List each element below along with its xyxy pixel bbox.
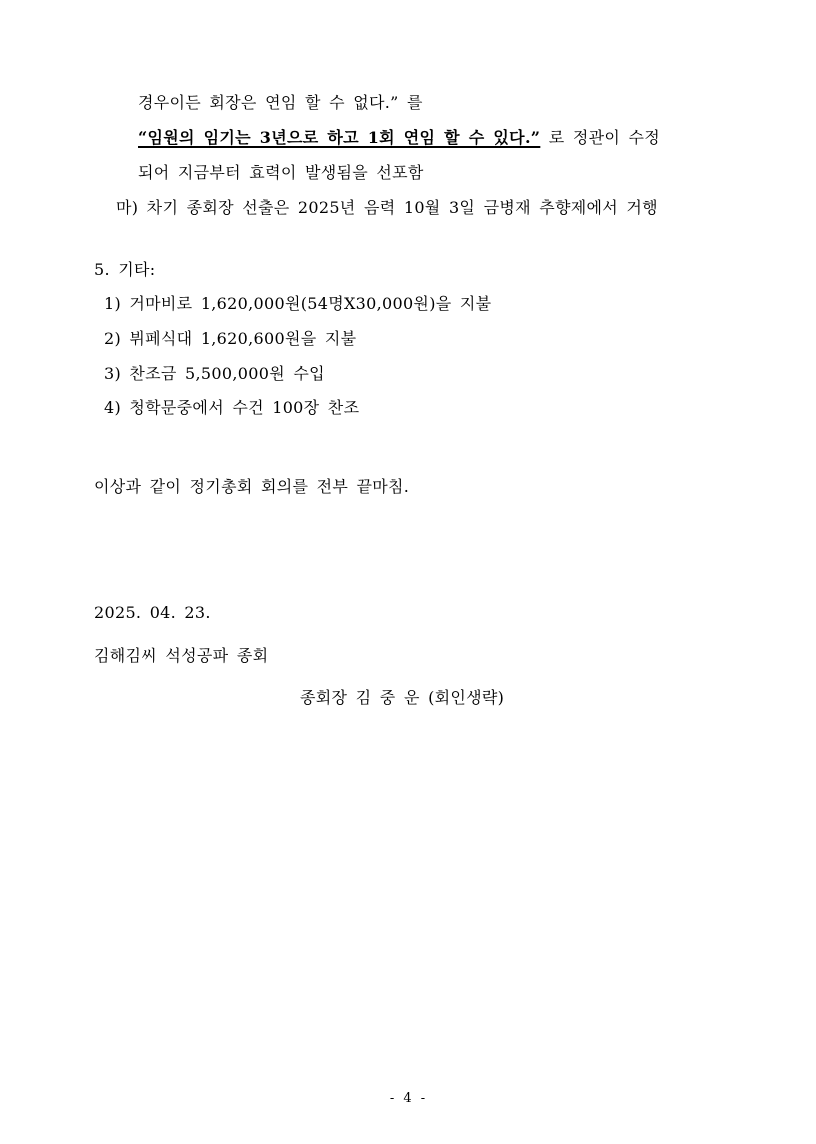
text-line-4: 마) 차기 종회장 선출은 2025년 음력 10월 3일 금병재 추향제에서 거행 xyxy=(116,198,658,217)
list-item: 4) 청학문중에서 수건 100장 찬조 xyxy=(104,398,360,417)
text-line-2-rest: 로 정관이 수정 xyxy=(540,128,661,147)
text-line-3: 되어 지금부터 효력이 발생됨을 선포함 xyxy=(138,163,424,182)
section-heading: 5. 기타: xyxy=(94,260,156,279)
text-line-2 xyxy=(138,128,660,148)
closing-statement: 이상과 같이 정기총회 회의를 전부 끝마침. xyxy=(94,477,410,496)
organization-name: 김해김씨 석성공파 종회 xyxy=(94,646,269,665)
list-item: 3) 찬조금 5,500,000원 수입 xyxy=(104,364,325,383)
document-date: 2025. 04. 23. xyxy=(94,603,211,622)
page-number: - 4 - xyxy=(389,1091,427,1106)
list-item: 2) 뷔페식대 1,620,600원을 지불 xyxy=(104,329,357,348)
text-line-1: 경우이든 회장은 연임 할 수 없다.” 를 xyxy=(138,93,423,112)
amended-clause: “임원의 임기는 3년으로 하고 1회 연임 할 수 있다.” xyxy=(138,128,541,147)
list-item: 1) 거마비로 1,620,000원(54명X30,000원)을 지불 xyxy=(104,294,492,313)
signature-line: 종회장 김 중 운 (회인생략) xyxy=(300,688,505,707)
